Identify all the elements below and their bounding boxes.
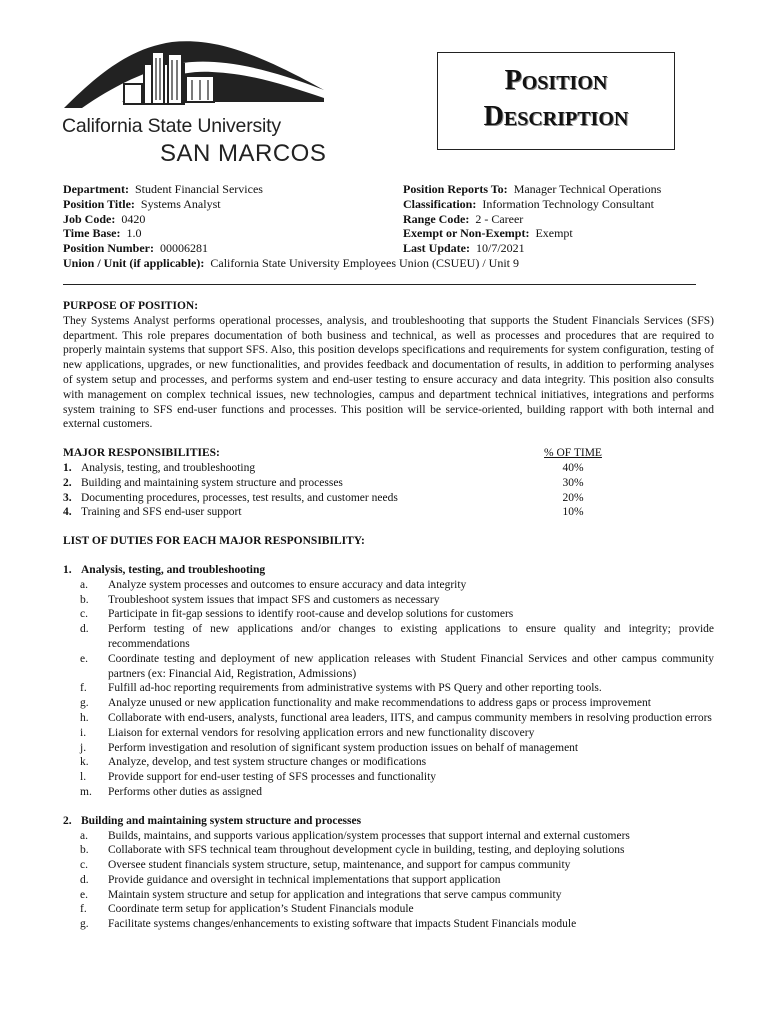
duty-item — [63, 696, 714, 711]
duty-section-label: Building and maintaining system structure and processes — [81, 814, 362, 827]
responsibility-percent: 40% — [562, 461, 584, 474]
duty-item-letter: k. — [80, 756, 89, 769]
responsibilities-header — [63, 446, 714, 461]
duty-item — [63, 741, 714, 756]
duty-item-text: Participate in fit-gap sessions to identify root-cause and develop solutions for customers — [108, 608, 514, 621]
duty-item-text: Troubleshoot system issues that impact SFS and customers as necessary — [108, 593, 440, 606]
duty-item-text: Perform investigation and resolution of significant system production issues on behalf of management — [108, 741, 579, 754]
duty-item — [63, 888, 714, 903]
duty-item — [63, 726, 714, 741]
duty-item — [63, 843, 714, 858]
duty-item-text: Maintain system structure and setup for application and integrations that serve campus community — [108, 888, 562, 901]
duty-item-letter: f. — [80, 682, 87, 695]
duty-item-text: Analyze, develop, and test system structure changes or modifications — [108, 756, 427, 769]
duty-item — [63, 785, 714, 800]
meta-last-update: Last Update: 10/7/2021 — [403, 241, 525, 256]
duty-item-text: Builds, maintains, and supports various application/system processes that support internal and external customers — [108, 829, 630, 842]
meta-range-code: Range Code: 2 - Career — [403, 211, 524, 226]
responsibility-percent: 10% — [562, 506, 584, 519]
duty-item-text: Analyze unused or new application functionality and make recommendations to address gaps or process improvement — [108, 697, 651, 710]
campus-skyline-icon — [62, 40, 328, 112]
purpose-text: They Systems Analyst performs operational processes, analysis, and troubleshooting that supports the Student Financials Services (SFS) department. This role prepares documentation of both business and technical, as well as processes and procedures that are required to properly maintain systems that support SFS. Also, this position develops specifications and requirements for system configuration, testing of new applications, upgrades, or new functionalities, and provides feedback and documentation of results, in addition to performing analyses of system setup and processes, and performs system and end-user testing to ensure accuracy and data integrity. This position also consults with management on complex technical issues, new technologies, campus and department technical initiatives, integrations and performs system training to SFS end-user functions and processes. This position will be service-oriented, building rapport with both internal and external customers. — [63, 314, 714, 431]
responsibility-number: 1. — [63, 461, 72, 474]
meta-job-code: Job Code: 0420 — [63, 211, 146, 226]
duty-section-title — [63, 814, 714, 829]
responsibility-row — [63, 461, 714, 476]
duty-item-text: Coordinate testing and deployment of new application releases with Student Financial Services and other campus community partners (ex: Financial Aid, Registration, Admissions) — [108, 652, 714, 680]
duty-item — [63, 681, 714, 696]
duty-item-letter: e. — [80, 888, 88, 901]
meta-department: Department: Student Financial Services — [63, 182, 263, 196]
duties-sections — [63, 563, 714, 932]
responsibility-row — [63, 476, 714, 491]
duty-section-number: 2. — [63, 814, 72, 827]
duty-item-text: Collaborate with SFS technical team throughout development cycle in building, testing, and deploying solutions — [108, 844, 625, 857]
responsibilities-heading: MAJOR RESPONSIBILITIES: — [63, 447, 220, 460]
duty-item — [63, 607, 714, 622]
responsibility-label: Training and SFS end-user support — [81, 506, 242, 519]
duty-item-letter: d. — [80, 623, 89, 636]
duty-item-text: Collaborate with end-users, analysts, functional area leaders, IITS, and campus community members in resolving production errors — [108, 711, 712, 724]
duty-item-letter: m. — [80, 785, 92, 798]
duty-item — [63, 622, 714, 652]
duty-item — [63, 873, 714, 888]
responsibility-number: 4. — [63, 506, 72, 519]
responsibility-percent: 20% — [562, 491, 584, 504]
responsibility-row — [63, 491, 714, 506]
responsibility-number: 3. — [63, 491, 72, 504]
duty-item-letter: g. — [80, 918, 89, 931]
responsibility-label: Documenting procedures, processes, test results, and customer needs — [81, 491, 398, 504]
duty-item-text: Facilitate systems changes/enhancements to existing software that impacts Student Financials module — [108, 918, 577, 931]
responsibilities-list — [63, 461, 714, 520]
university-logo — [62, 40, 328, 168]
meta-exempt: Exempt or Non-Exempt: Exempt — [403, 226, 573, 241]
position-meta-right — [403, 182, 661, 256]
duty-item-text: Liaison for external vendors for resolving application errors and new functionality discovery — [108, 726, 535, 739]
meta-union: Union / Unit (if applicable): California State University Employees Union (CSUEU) / Unit 9 — [63, 256, 519, 270]
duty-item-letter: f. — [80, 903, 87, 916]
logo-campus-name: SAN MARCOS — [160, 140, 327, 167]
duty-item-text: Performs other duties as assigned — [108, 785, 262, 798]
duty-item-text: Perform testing of new applications and/or changes to existing applications to ensure quality and integrity; provide recommendations — [108, 623, 714, 650]
header-divider — [63, 284, 696, 285]
responsibility-row — [63, 505, 714, 520]
duty-item — [63, 755, 714, 770]
duty-item-text: Provide support for end-user testing of SFS processes and functionality — [108, 771, 437, 784]
duty-item-letter: g. — [80, 697, 89, 710]
duty-item — [63, 829, 714, 844]
duty-item — [63, 858, 714, 873]
duty-section-title — [63, 563, 714, 578]
position-description-title — [437, 52, 675, 150]
responsibility-label: Analysis, testing, and troubleshooting — [81, 461, 256, 474]
duty-item — [63, 770, 714, 785]
duty-item-letter: j. — [80, 741, 87, 754]
position-meta-left — [63, 182, 263, 256]
duty-item-text: Oversee student financials system structure, setup, maintenance, and support for campus community — [108, 859, 571, 872]
duty-item — [63, 902, 714, 917]
responsibility-percent: 30% — [562, 476, 584, 489]
duty-item — [63, 917, 714, 932]
title-line2: Description — [483, 101, 629, 132]
duty-item-letter: e. — [80, 652, 88, 665]
title-line1: Position — [504, 65, 608, 96]
duty-item-letter: b. — [80, 593, 89, 606]
duty-item-text: Provide guidance and oversight in technical implementations that support application — [108, 873, 501, 886]
duty-item-letter: h. — [80, 711, 89, 724]
duty-item-letter: a. — [80, 829, 88, 842]
meta-classification: Classification: Information Technology Consultant — [403, 196, 654, 211]
percent-time-heading: % OF TIME — [544, 447, 602, 460]
meta-position-number: Position Number: 00006281 — [63, 241, 208, 256]
duty-item — [63, 578, 714, 593]
duty-item — [63, 711, 714, 726]
purpose-heading: PURPOSE OF POSITION: — [63, 300, 199, 312]
duty-item — [63, 593, 714, 608]
duty-item-letter: b. — [80, 844, 89, 857]
duty-item-letter: a. — [80, 578, 88, 591]
duty-item-text: Analyze system processes and outcomes to ensure accuracy and data integrity — [108, 578, 467, 591]
duties-heading: LIST OF DUTIES FOR EACH MAJOR RESPONSIBILITY: — [63, 535, 365, 548]
duty-item-text: Fulfill ad-hoc reporting requirements from administrative systems with PS Query and other reporting tools. — [108, 682, 602, 695]
duty-item-letter: i. — [80, 726, 87, 739]
duty-item — [63, 652, 714, 682]
responsibility-number: 2. — [63, 476, 72, 489]
duty-section-number: 1. — [63, 563, 72, 576]
logo-university-name: California State University — [62, 115, 281, 137]
meta-reports-to: Position Reports To: Manager Technical Operations — [403, 182, 662, 196]
document-body — [63, 299, 714, 932]
duty-section-label: Analysis, testing, and troubleshooting — [81, 563, 266, 576]
meta-time-base: Time Base: 1.0 — [63, 226, 142, 241]
responsibility-label: Building and maintaining system structure and processes — [81, 476, 343, 489]
duty-item-letter: c. — [80, 859, 88, 872]
duty-item-letter: l. — [80, 771, 87, 784]
duty-item-letter: c. — [80, 608, 88, 621]
duty-item-letter: d. — [80, 873, 89, 886]
duty-item-text: Coordinate term setup for application’s Student Financials module — [108, 903, 414, 916]
meta-position-title: Position Title: Systems Analyst — [63, 196, 221, 211]
